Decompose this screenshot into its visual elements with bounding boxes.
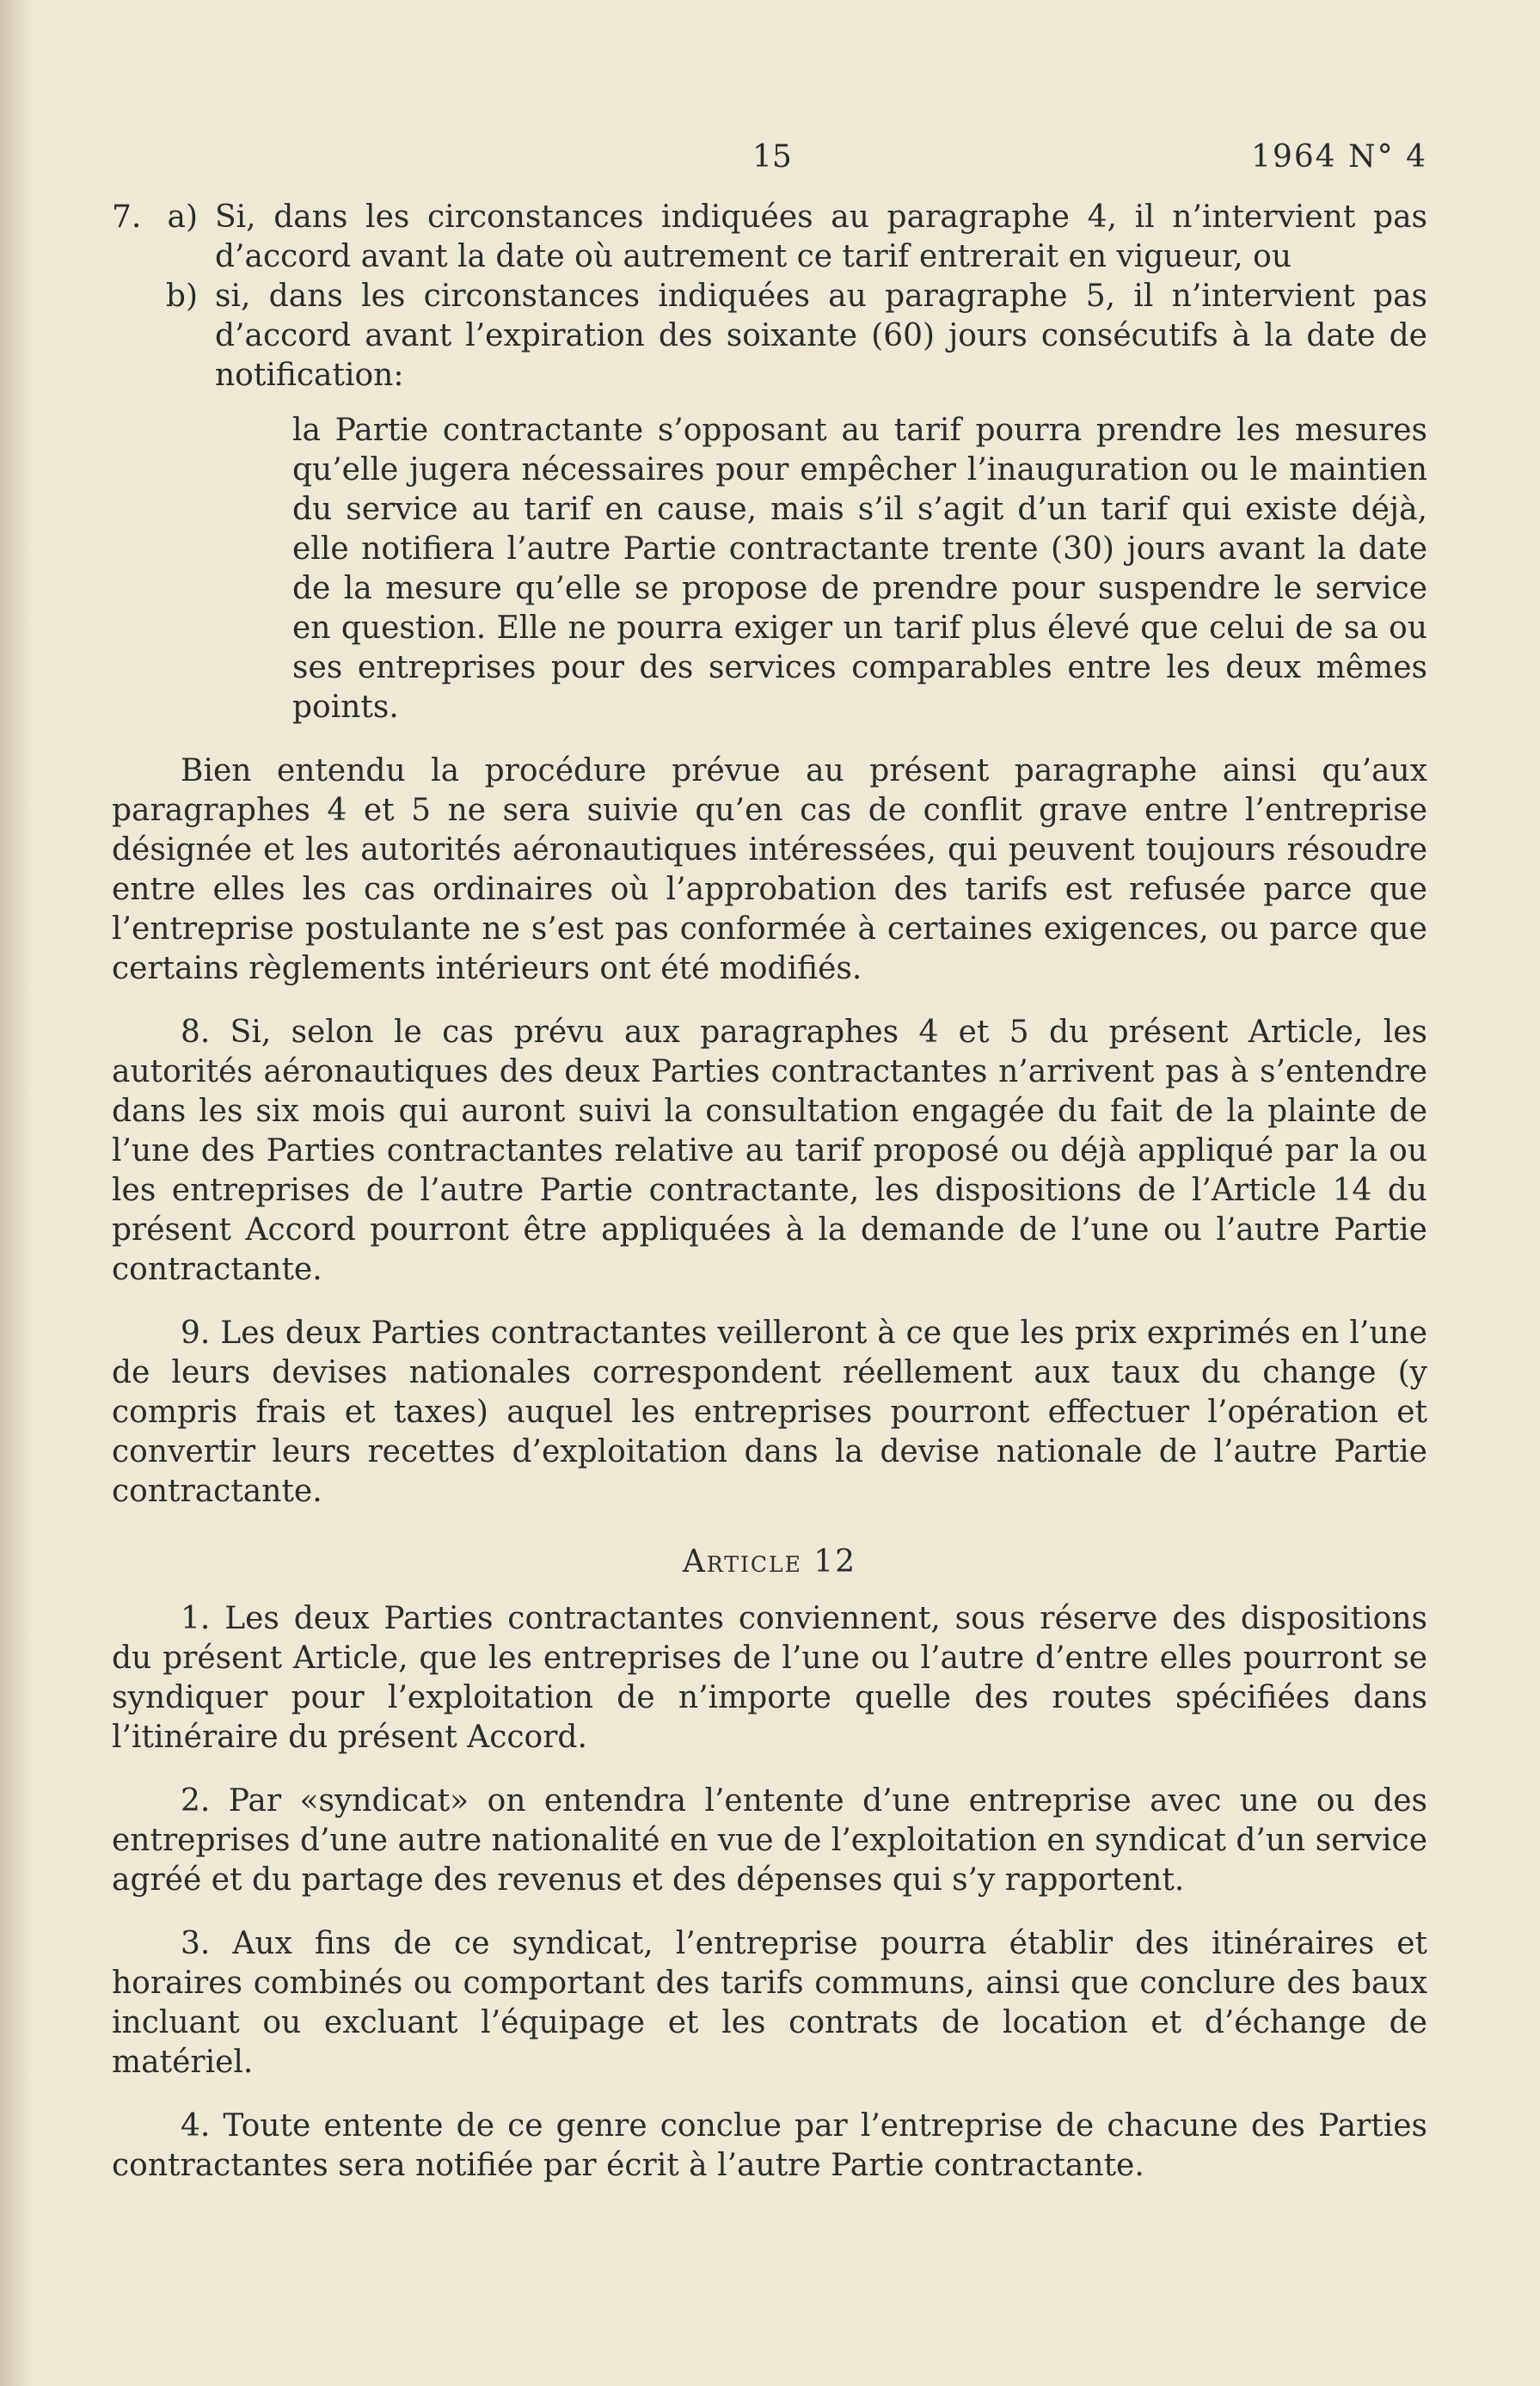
article-12-paragraph-1: 1. Les deux Parties contractantes conviennent, sous réserve des dispositions du présent Article, que les entreprises de l’une ou l’autre d’entre elles pourront se syndiquer pour l’exploitation de n’importe quelle des routes spécifiées dans l’itinéraire du présent Accord. <box>112 1601 1427 1755</box>
item-a-text: Si, dans les circonstances indiquées au paragraphe 4, il n’intervient pas d’accord avant la date où autrement ce tarif entrerait en vigueur, ou <box>215 199 1427 274</box>
paragraph-7b <box>112 277 1427 396</box>
article-12-title: Article 12 <box>682 1544 857 1579</box>
paragraph-8: 8. Si, selon le cas prévu aux paragraphes 4 et 5 du présent Article, les autorités aéronautiques des deux Parties contractantes n’arrivent pas à s’entendre dans les six mois qui auront suivi la consultation engagée du fait de la plainte de l’une des Parties contractantes relative au tarif proposé ou déjà appliqué par la ou les entreprises de l’autre Partie contractante, les dispositions de l’Article 14 du présent Accord pourront être appliquées à la demande de l’une ou l’autre Partie contractante. <box>112 1015 1427 1287</box>
document-page <box>112 138 1427 2186</box>
item-b-label: b) <box>165 279 198 314</box>
paragraph-7-number: 7. <box>112 199 142 235</box>
item-a-label: a) <box>167 199 198 235</box>
paragraph-7a <box>112 198 1427 277</box>
page-header <box>112 138 1427 198</box>
page-binding-edge <box>0 0 34 2386</box>
paragraph-7-consequence: la Partie contractante s’opposant au tarif pourra prendre les mesures qu’elle jugera nécessaires pour empêcher l’inauguration ou le maintien du service au tarif en cause, mais s’il s’agit d’un tarif qui existe déjà, elle notifiera l’autre Partie contractante trente (30) jours avant la date de la mesure qu’elle se propose de prendre pour suspendre le service en question. Elle ne pourra exiger un tarif plus élevé que celui de sa ou ses entreprises pour des services comparables entre les deux mêmes points. <box>292 413 1427 725</box>
document-reference: 1964 N° 4 <box>1251 139 1427 175</box>
article-12-paragraph-2: 2. Par «syndicat» on entendra l’entente d’une entreprise avec une ou des entreprises d’une autre nationalité en vue de l’exploitation en syndicat d’un service agréé et du partage des revenus et des dépenses qui s’y rapportent. <box>112 1783 1427 1898</box>
paragraph-bien-entendu: Bien entendu la procédure prévue au présent paragraphe ainsi qu’aux paragraphes 4 et 5 ne sera suivie qu’en cas de conflit grave entre l’entreprise désignée et les autorités aéronautiques intéressées, qui peuvent toujours résoudre entre elles les cas ordinaires où l’approbation des tarifs est refusée parce que l’entreprise postulante ne s’est pas conformée à certaines exigences, ou parce que certains règlements intérieurs ont été modifiés. <box>112 753 1427 986</box>
item-b-text: si, dans les circonstances indiquées au paragraphe 5, il n’intervient pas d’accord avant l’expiration des soixante (60) jours consécutifs à la date de notification: <box>215 279 1427 393</box>
page-number: 15 <box>752 139 792 175</box>
article-12-paragraph-3: 3. Aux fins de ce syndicat, l’entreprise pourra établir des itinéraires et horaires combinés ou comportant des tarifs communs, ainsi que conclure des baux incluant ou excluant l’équipage et les contrats de location et d’échange de matériel. <box>112 1926 1427 2080</box>
paragraph-9: 9. Les deux Parties contractantes veilleront à ce que les prix exprimés en l’une de leurs devises nationales correspondent réellement aux taux du change (y compris frais et taxes) auquel les entreprises pourront effectuer l’opération et convertir leurs recettes d’exploitation dans la devise nationale de l’autre Partie contractante. <box>112 1316 1427 1509</box>
article-12-paragraph-4: 4. Toute entente de ce genre conclue par l’entreprise de chacune des Parties contractantes sera notifiée par écrit à l’autre Partie contractante. <box>112 2108 1427 2183</box>
